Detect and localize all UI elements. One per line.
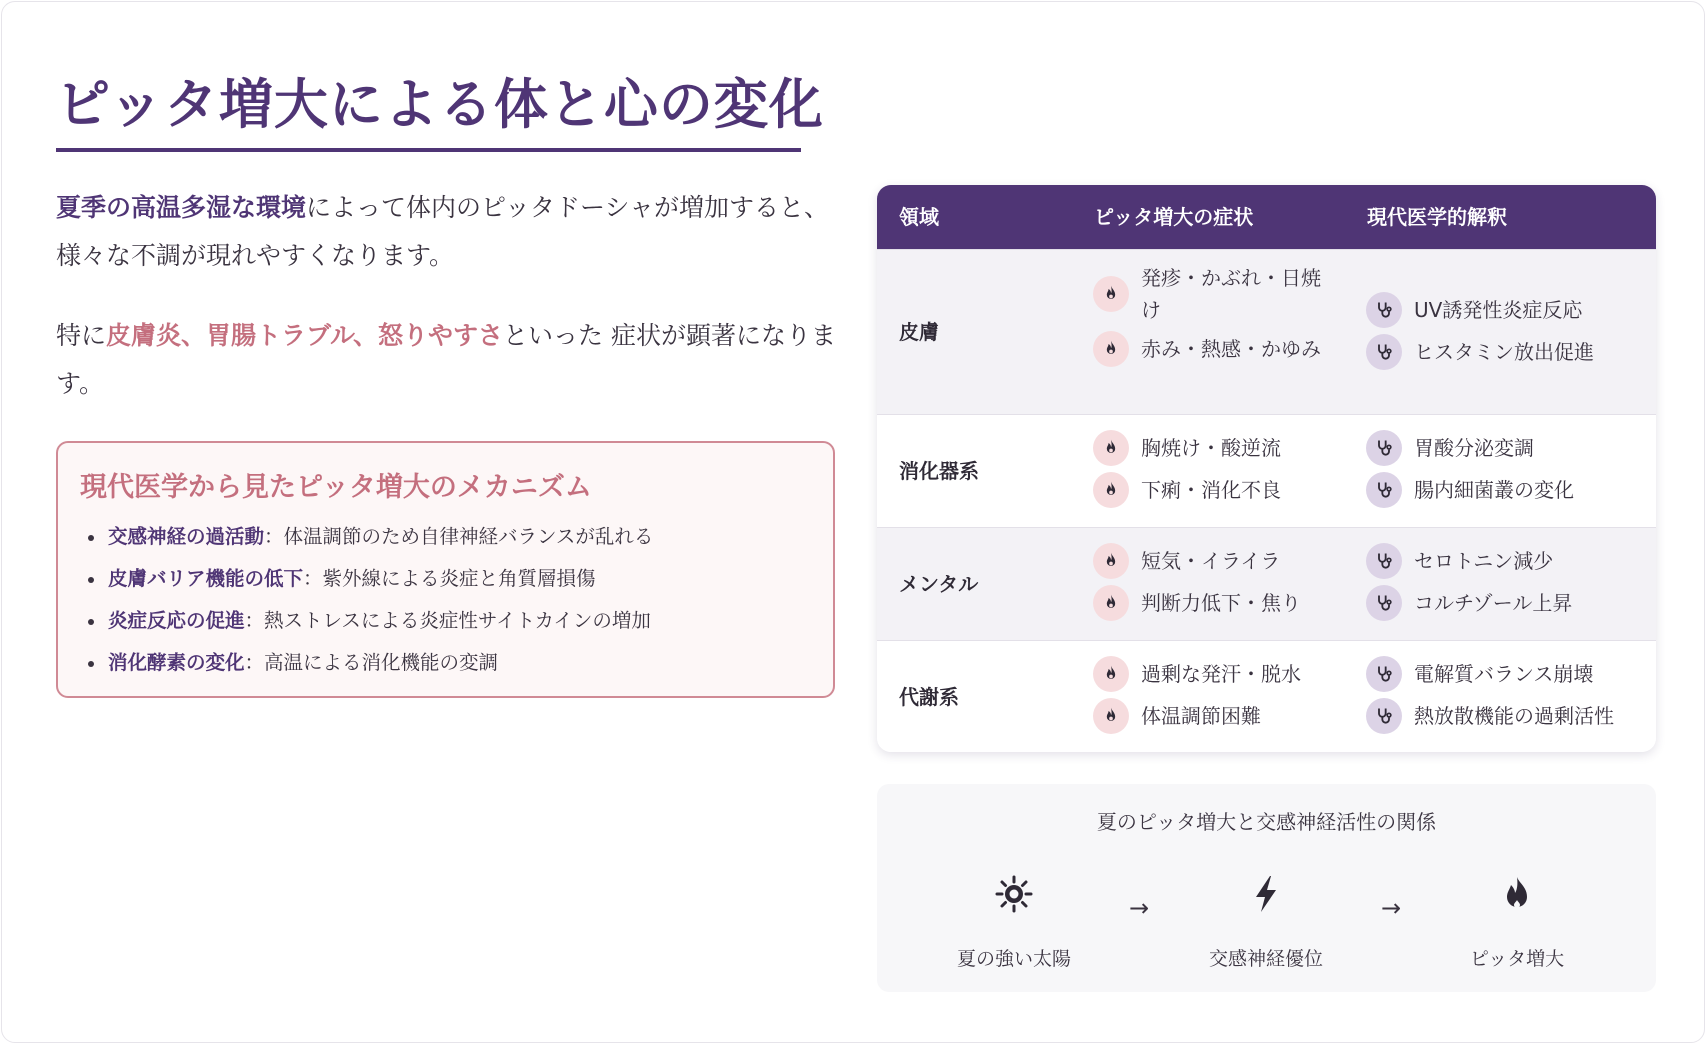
mechanism-box bbox=[56, 441, 835, 698]
interpretation-text: ヒスタミン放出促進 bbox=[1414, 340, 1594, 364]
symptom-item bbox=[1093, 262, 1321, 326]
symptom-text: 赤み・熱感・かゆみ bbox=[1141, 337, 1321, 361]
interpretation-text: UV誘発性炎症反応 bbox=[1414, 298, 1583, 322]
mechanism-item-key: 交感神経の過活動 bbox=[108, 525, 265, 548]
symptom-item bbox=[1093, 585, 1301, 621]
stethoscope-icon bbox=[1366, 543, 1402, 579]
symptom-item bbox=[1093, 472, 1281, 508]
mechanism-item-key: 皮膚バリア機能の低下 bbox=[108, 567, 304, 590]
mechanism-title: 現代医学から見たピッタ増大のメカニズム bbox=[80, 472, 592, 503]
flame-icon bbox=[1495, 872, 1539, 916]
stethoscope-icon bbox=[1366, 656, 1402, 692]
symptom-item bbox=[1093, 698, 1261, 734]
mechanism-item bbox=[80, 600, 811, 642]
symptom-item bbox=[1093, 543, 1280, 579]
mechanism-item-text: ：紫外線による炎症と角質層損傷 bbox=[303, 567, 596, 590]
symptom-text: 短気・イライラ bbox=[1141, 549, 1281, 573]
stethoscope-icon bbox=[1366, 472, 1402, 508]
flow-step-label: ピッタ増大 bbox=[1469, 948, 1565, 970]
row-area: 消化器系 bbox=[899, 459, 979, 483]
table-row bbox=[877, 249, 1656, 414]
table-header-area: 領域 bbox=[899, 205, 939, 229]
symptom-text: 下痢・消化不良 bbox=[1141, 478, 1281, 502]
intro-highlight-symptoms: 皮膚炎、胃腸トラブル、怒りやすさ bbox=[106, 321, 504, 350]
fire-icon bbox=[1093, 543, 1129, 579]
sun-icon bbox=[992, 872, 1036, 916]
flow-step bbox=[1437, 872, 1597, 971]
table-header-interpretation: 現代医学的解釈 bbox=[1367, 205, 1507, 229]
page-title: ピッタ増大による体と心の変化 bbox=[56, 73, 824, 136]
interpretation-text: 腸内細菌叢の変化 bbox=[1414, 478, 1574, 502]
symptom-text: 体温調節困難 bbox=[1141, 704, 1261, 728]
interpretation-text: 熱放散機能の過剰活性 bbox=[1414, 704, 1614, 728]
intro-paragraph-2 bbox=[56, 312, 846, 408]
arrow-right-icon: → bbox=[1381, 894, 1402, 922]
flow-diagram bbox=[877, 784, 1656, 992]
table-header-symptoms: ピッタ増大の症状 bbox=[1094, 205, 1254, 229]
flow-step bbox=[1186, 872, 1346, 971]
title-underline bbox=[56, 148, 801, 152]
flow-step-label: 交感神経優位 bbox=[1208, 948, 1323, 970]
flow-title: 夏のピッタ増大と交感神経活性の関係 bbox=[1096, 810, 1437, 834]
fire-icon bbox=[1093, 430, 1129, 466]
mechanism-item-text: ：高温による消化機能の変調 bbox=[244, 651, 499, 674]
mechanism-item-key: 消化酵素の変化 bbox=[108, 651, 245, 674]
interpretation-item bbox=[1366, 585, 1572, 621]
interpretation-item bbox=[1366, 334, 1594, 370]
interpretation-item bbox=[1366, 430, 1534, 466]
symptom-text: 胸焼け・酸逆流 bbox=[1141, 436, 1281, 460]
row-area: 皮膚 bbox=[899, 320, 939, 344]
stethoscope-icon bbox=[1366, 334, 1402, 370]
mechanism-item-text: ：熱ストレスによる炎症性サイトカインの増加 bbox=[244, 609, 651, 632]
fire-icon bbox=[1093, 472, 1129, 508]
row-area: 代謝系 bbox=[899, 685, 959, 709]
symptom-item bbox=[1093, 331, 1321, 367]
intro-text-2: といった 症状が顕著になります。 bbox=[56, 321, 836, 398]
fire-icon bbox=[1093, 331, 1129, 367]
interpretation-text: 電解質バランス崩壊 bbox=[1414, 662, 1594, 686]
symptom-table bbox=[877, 185, 1656, 752]
fire-icon bbox=[1093, 585, 1129, 621]
flow-step-label: 夏の強い太陽 bbox=[956, 948, 1071, 970]
arrow-right-icon: → bbox=[1129, 894, 1150, 922]
mechanism-list bbox=[80, 516, 811, 684]
symptom-item bbox=[1093, 656, 1301, 692]
mechanism-item-key: 炎症反応の促進 bbox=[108, 609, 245, 632]
table-row bbox=[877, 640, 1656, 752]
lightning-icon bbox=[1244, 872, 1288, 916]
stethoscope-icon bbox=[1366, 585, 1402, 621]
table-header bbox=[877, 185, 1656, 249]
intro-text-1: によって体内のピッタドーシャが増加すると、 様々な不調が現れやすくなります。 bbox=[56, 193, 830, 270]
symptom-item bbox=[1093, 430, 1281, 466]
interpretation-item bbox=[1366, 698, 1614, 734]
stethoscope-icon bbox=[1366, 430, 1402, 466]
intro-prefix-2: 特に bbox=[56, 321, 107, 350]
interpretation-item bbox=[1366, 543, 1553, 579]
interpretation-item bbox=[1366, 656, 1593, 692]
mechanism-item bbox=[80, 516, 811, 558]
intro-paragraph-1 bbox=[56, 184, 846, 280]
table-row bbox=[877, 527, 1656, 640]
symptom-text: 発疹・かぶれ・日焼け bbox=[1141, 266, 1321, 322]
row-area: メンタル bbox=[899, 572, 979, 596]
symptom-text: 過剰な発汗・脱水 bbox=[1141, 662, 1301, 686]
fire-icon bbox=[1093, 276, 1129, 312]
interpretation-item bbox=[1366, 472, 1574, 508]
fire-icon bbox=[1093, 656, 1129, 692]
flow-step bbox=[934, 872, 1094, 971]
mechanism-item bbox=[80, 642, 811, 684]
symptom-text: 判断力低下・焦り bbox=[1141, 591, 1301, 615]
table-row bbox=[877, 414, 1656, 527]
mechanism-item bbox=[80, 558, 811, 600]
interpretation-item bbox=[1366, 292, 1582, 328]
mechanism-item-text: ：体温調節のため自律神経バランスが乱れる bbox=[264, 525, 654, 548]
interpretation-text: コルチゾール上昇 bbox=[1414, 591, 1573, 615]
stethoscope-icon bbox=[1366, 292, 1402, 328]
intro-highlight-environment: 夏季の高温多湿な環境 bbox=[56, 193, 307, 222]
interpretation-text: 胃酸分泌変調 bbox=[1414, 436, 1534, 460]
interpretation-text: セロトニン減少 bbox=[1414, 549, 1554, 573]
stethoscope-icon bbox=[1366, 698, 1402, 734]
fire-icon bbox=[1093, 698, 1129, 734]
